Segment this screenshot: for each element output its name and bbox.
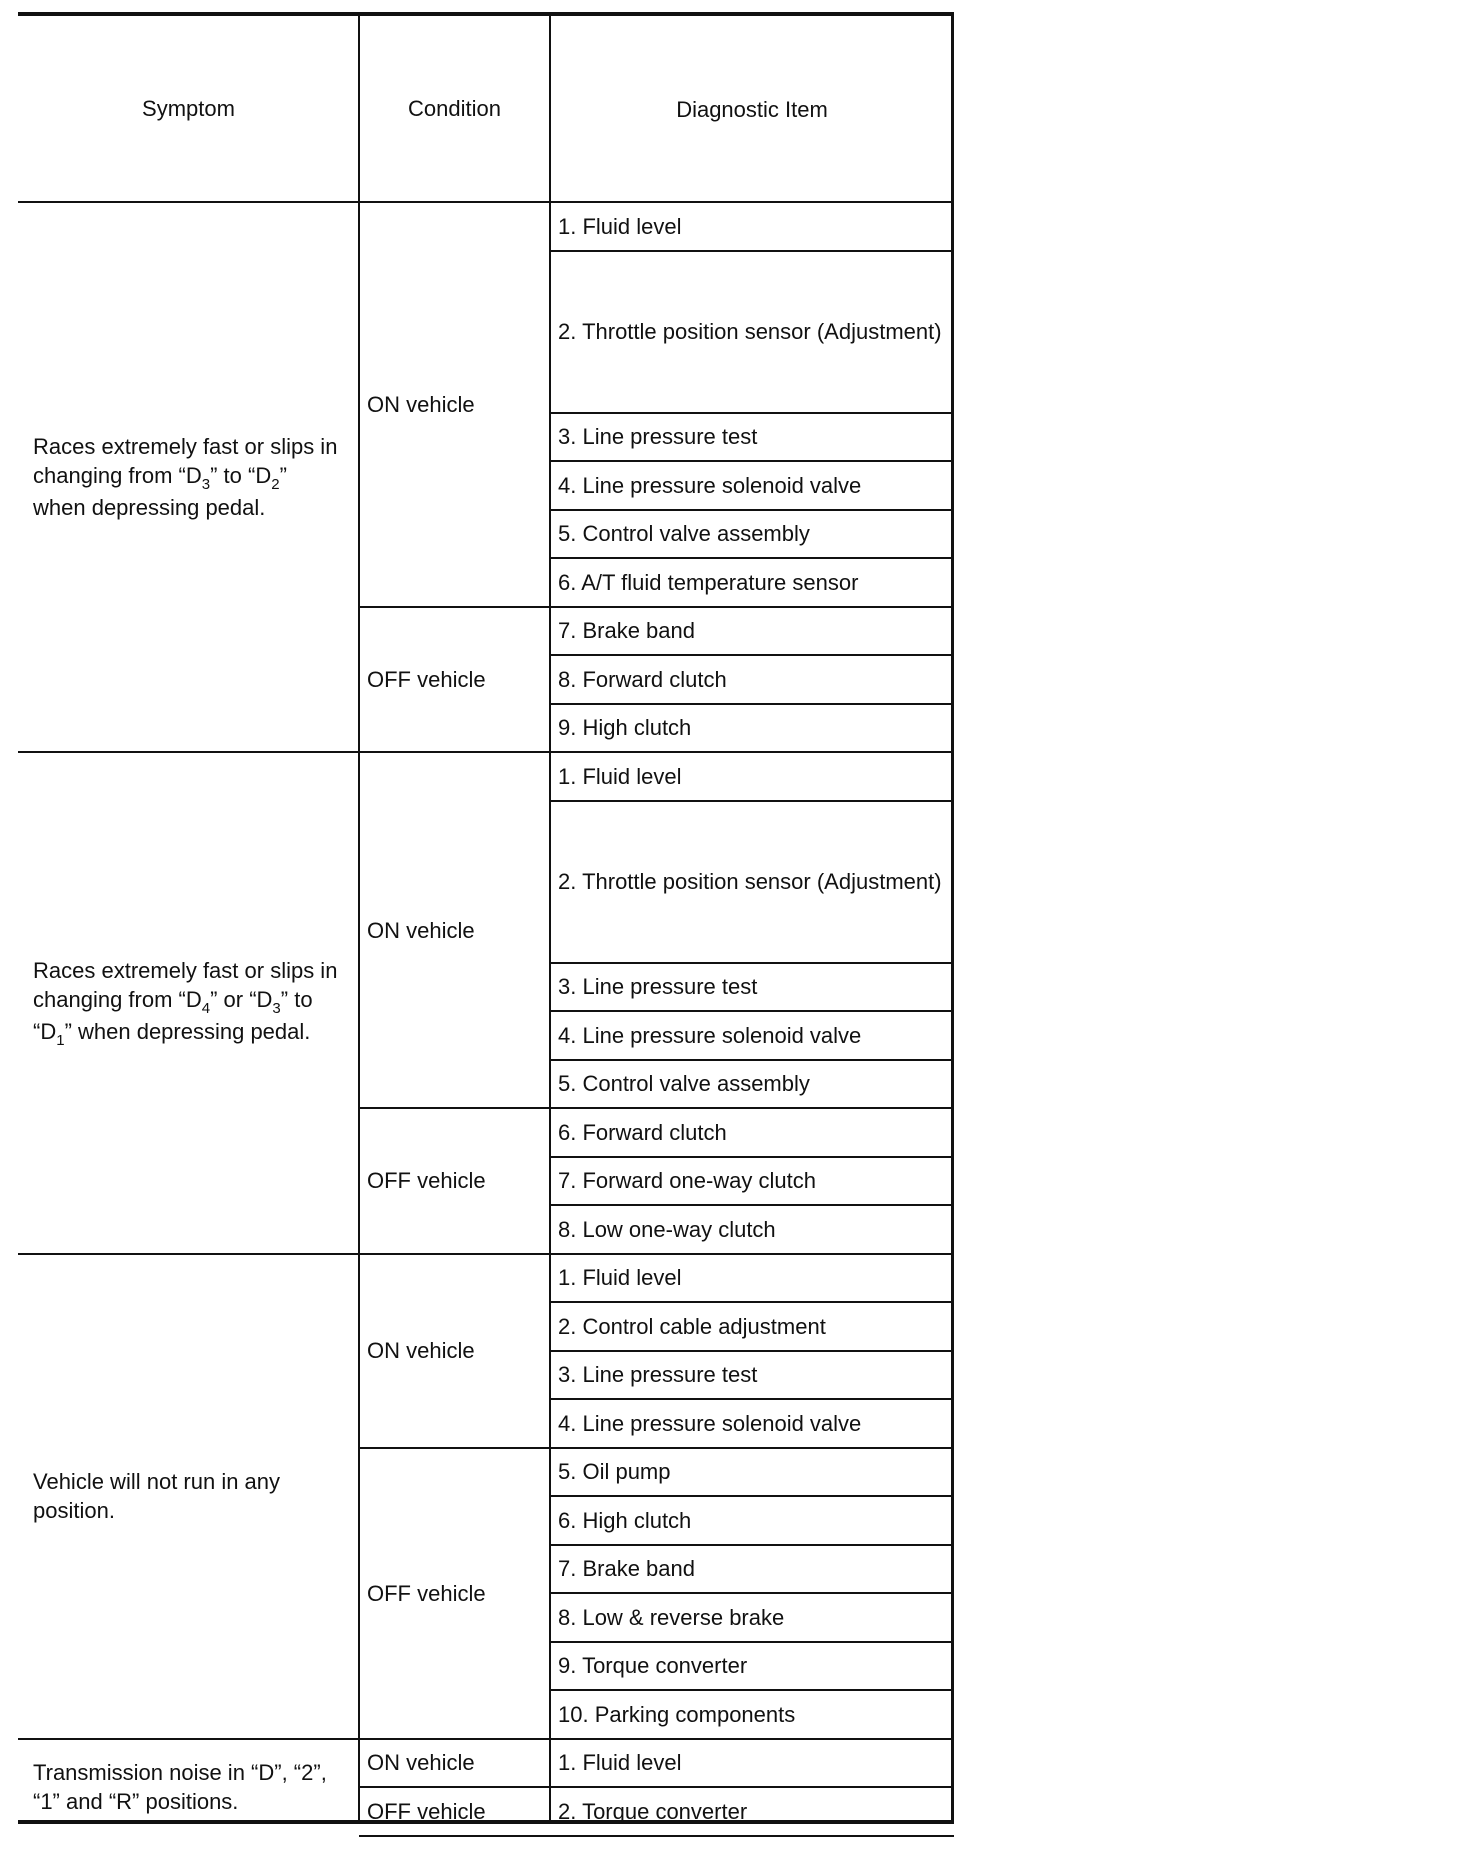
- diagnostic-item: 2. Torque converter: [558, 1798, 748, 1824]
- diagnostic-item: 3. Line pressure test: [558, 1362, 758, 1388]
- diagnostic-item: 2. Throttle position sensor (Adjustment): [558, 319, 942, 344]
- symptom-text: [33, 432, 345, 522]
- condition-label: ON vehicle: [367, 391, 475, 417]
- symptom-text-part: Transmission noise in “D”, “2”, “1” and “R” positions.: [33, 1760, 327, 1814]
- header-condition: Condition: [408, 95, 501, 121]
- symptom-text: [33, 1758, 345, 1816]
- diagnostic-item: 1. Fluid level: [558, 763, 682, 789]
- diagnostic-item: 1. Fluid level: [558, 1265, 682, 1291]
- symptom-text: [33, 1467, 345, 1525]
- gear-subscript: 3: [272, 1000, 281, 1018]
- diagnostic-item: 4. Line pressure solenoid valve: [558, 1022, 862, 1048]
- symptom-text-part: Races extremely fast or slips in changing from “D: [33, 958, 338, 1013]
- gear-subscript: 4: [201, 1000, 211, 1018]
- diagnostic-item: 5. Oil pump: [558, 1459, 671, 1485]
- diagnostic-item: 3. Line pressure test: [558, 974, 758, 1000]
- symptom-text-part: ” to “D: [210, 463, 272, 488]
- symptom-cell: [18, 202, 359, 752]
- symptom-cell: [18, 1739, 359, 1836]
- symptom-text-part: Races extremely fast or slips in changing from “D: [33, 434, 338, 488]
- diagnostic-item: 6. A/T fluid temperature sensor: [558, 569, 859, 595]
- condition-label: OFF vehicle: [367, 1798, 486, 1824]
- symptom-text-part: Vehicle will not run in any position.: [33, 1469, 281, 1523]
- diagnostic-item: 7. Brake band: [558, 618, 695, 644]
- diagnostic-item: 7. Forward one-way clutch: [558, 1168, 816, 1194]
- diagnostic-table: [18, 12, 954, 1824]
- diagnostic-item: 3. Line pressure test: [558, 424, 758, 450]
- gear-subscript: 1: [56, 1032, 65, 1050]
- symptom-text: [33, 956, 345, 1049]
- diagnostic-item: 10. Parking components: [558, 1701, 796, 1727]
- condition-label: OFF vehicle: [367, 1580, 486, 1606]
- diagnostic-item: 8. Low & reverse brake: [558, 1604, 785, 1630]
- diagnostic-item: 1. Fluid level: [558, 213, 682, 239]
- diagnostic-item: 4. Line pressure solenoid valve: [558, 1410, 862, 1436]
- diagnostic-item: 4. Line pressure solenoid valve: [558, 472, 862, 498]
- condition-label: ON vehicle: [367, 1338, 475, 1363]
- diagnostic-item: 5. Control valve assembly: [558, 521, 810, 547]
- condition-label: ON vehicle: [367, 917, 475, 943]
- diagnostic-item: 6. High clutch: [558, 1507, 692, 1533]
- gear-subscript: 2: [271, 476, 280, 493]
- symptom-text-part: ” when depressing pedal.: [64, 1019, 311, 1045]
- diagnostic-item: 8. Low one-way clutch: [558, 1216, 776, 1242]
- header-diagnostic-item: Diagnostic Item: [676, 96, 828, 122]
- symptom-cell: [18, 752, 359, 1254]
- condition-label: OFF vehicle: [367, 1168, 486, 1194]
- condition-label: ON vehicle: [367, 1750, 475, 1776]
- gear-subscript: 3: [201, 476, 211, 493]
- symptom-cell: [18, 1254, 359, 1739]
- diagnostic-item: 1. Fluid level: [558, 1750, 682, 1776]
- diagnostic-item: 5. Control valve assembly: [558, 1071, 810, 1097]
- diagnostic-item: 9. Torque converter: [558, 1653, 748, 1679]
- row-divider: [550, 1835, 954, 1837]
- diagnostic-item: 9. High clutch: [558, 715, 692, 741]
- condition-label: OFF vehicle: [367, 666, 486, 692]
- condition-divider: [359, 1835, 550, 1837]
- diagnostic-item: 6. Forward clutch: [558, 1119, 727, 1145]
- diagnostic-item: 8. Forward clutch: [558, 666, 727, 692]
- header-symptom: Symptom: [142, 95, 235, 121]
- diagnostic-item: 2. Control cable adjustment: [558, 1313, 826, 1339]
- symptom-text-part: ” when depressing pedal.: [33, 463, 287, 520]
- diagnostic-item: 7. Brake band: [558, 1556, 695, 1582]
- symptom-text-part: ” or “D: [210, 987, 273, 1013]
- diagnostic-item: 2. Throttle position sensor (Adjustment): [558, 869, 942, 894]
- symptom-text-part: ” to “D: [33, 987, 313, 1045]
